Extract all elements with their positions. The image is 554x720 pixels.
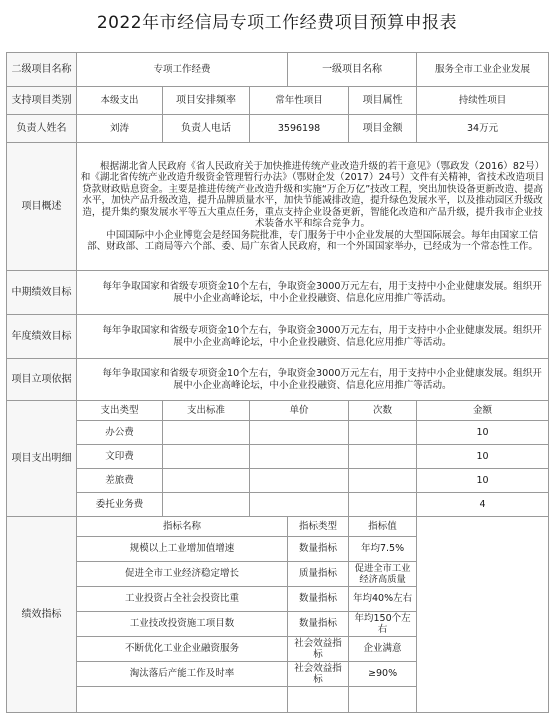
expense-amount: 10 — [417, 421, 549, 445]
performance-value: 年均150个左右 — [349, 612, 417, 637]
expense-amount: 10 — [417, 445, 549, 469]
performance-name: 促进全市工业经济稳定增长 — [77, 562, 288, 587]
performance-header-type: 指标类型 — [288, 517, 349, 537]
budget-table — [6, 52, 549, 713]
expense-standard — [163, 421, 250, 445]
annual-goal-paragraph: 每年争取国家和省级专项资金10个左右，争取资金3000万元左右，用于支持中小企业健康发展。组织开展中小企业高峰论坛，中小企业投融资、信息化应用推广等活动。 — [102, 325, 542, 348]
performance-name: 淘汰落后产能工作及时率 — [77, 662, 288, 687]
expense-header-unit-price: 单价 — [250, 401, 349, 421]
performance-value: 年均7.5% — [349, 537, 417, 562]
performance-type: 数量指标 — [288, 612, 349, 637]
goal-row-basis — [7, 359, 549, 401]
label-owner-phone: 负责人电话 — [163, 115, 250, 143]
performance-name — [77, 687, 288, 713]
value-frequency: 常年性项目 — [250, 87, 349, 115]
label-project-amount: 项目金额 — [349, 115, 417, 143]
performance-type: 数量指标 — [288, 537, 349, 562]
value-project-amount: 34万元 — [417, 115, 549, 143]
performance-value: 促进全市工业经济高质量 — [349, 562, 417, 587]
performance-value — [349, 687, 417, 713]
expense-type: 委托业务费 — [77, 493, 163, 517]
value-secondary-project-name: 专项工作经费 — [77, 53, 288, 87]
performance-type: 质量指标 — [288, 562, 349, 587]
value-project-attribute: 持续性项目 — [417, 87, 549, 115]
midterm-goal-text — [77, 271, 549, 315]
expense-unit-price — [250, 493, 349, 517]
goal-row-midterm — [7, 271, 549, 315]
expense-count — [349, 445, 417, 469]
expense-count — [349, 421, 417, 445]
project-basis-paragraph: 每年争取国家和省级专项资金10个左右，争取资金3000万元左右，用于支持中小企业健康发展。组织开展中小企业高峰论坛，中小企业投融资、信息化应用推广等活动。 — [102, 368, 542, 391]
label-expense-detail: 项目支出明细 — [7, 401, 77, 517]
header-row-3 — [7, 115, 549, 143]
expense-type: 文印费 — [77, 445, 163, 469]
performance-value: 企业满意 — [349, 637, 417, 662]
label-project-basis: 项目立项依据 — [7, 359, 77, 401]
expense-amount: 10 — [417, 469, 549, 493]
expense-row — [7, 445, 549, 469]
overview-text — [77, 143, 549, 271]
overview-row — [7, 143, 549, 271]
performance-type: 社会效益指标 — [288, 662, 349, 687]
label-midterm-goal: 中期绩效目标 — [7, 271, 77, 315]
label-support-category: 支持项目类别 — [7, 87, 77, 115]
expense-header-row — [7, 401, 549, 421]
value-support-category: 本级支出 — [77, 87, 163, 115]
expense-standard — [163, 469, 250, 493]
annual-goal-text — [77, 315, 549, 359]
expense-count — [349, 469, 417, 493]
performance-header-row — [7, 517, 549, 537]
performance-name: 不断优化工业企业融资服务 — [77, 637, 288, 662]
label-performance: 绩效指标 — [7, 517, 77, 713]
value-owner-name: 刘涛 — [77, 115, 163, 143]
performance-name: 工业技改投资施工项目数 — [77, 612, 288, 637]
value-owner-phone: 3596198 — [250, 115, 349, 143]
performance-name: 规模以上工业增加值增速 — [77, 537, 288, 562]
performance-value: ≥90% — [349, 662, 417, 687]
expense-unit-price — [250, 421, 349, 445]
label-overview: 项目概述 — [7, 143, 77, 271]
expense-header-type: 支出类型 — [77, 401, 163, 421]
value-primary-project-name: 服务全市工业企业发展 — [417, 53, 549, 87]
expense-count — [349, 493, 417, 517]
label-owner-name: 负责人姓名 — [7, 115, 77, 143]
overview-paragraph-1: 根据湖北省人民政府《省人民政府关于加快推进传统产业改造升级的若干意见》（鄂政发（2016）82号）和《湖北省传统产业改造升级资金管理暂行办法》（鄂财企发（2017）24号）文件有关精神，省技术改造项目贷款财政贴息资金。主要是推进传统产业改造升级和实施“万企万亿”技改工程，突出加快设备更新改造、提高水平，加快产品升级改造，提升品牌质量水平，加快节能减排改造，提升绿色发展水平，以及推动园区升级改造，提升集约聚发展水平等五大重点任务，重点支持企业设备更新，智能化改造和产品升级，提升我市企业技术装备水平和综合竞争力。 — [80, 160, 545, 229]
expense-header-amount: 金额 — [417, 401, 549, 421]
expense-header-standard: 支出标准 — [163, 401, 250, 421]
project-basis-text — [77, 359, 549, 401]
performance-header-name: 指标名称 — [77, 517, 288, 537]
expense-row — [7, 493, 549, 517]
performance-type: 数量指标 — [288, 587, 349, 612]
performance-value: 年均40%左右 — [349, 587, 417, 612]
label-annual-goal: 年度绩效目标 — [7, 315, 77, 359]
label-secondary-project-name: 二级项目名称 — [7, 53, 77, 87]
performance-type: 社会效益指标 — [288, 637, 349, 662]
expense-header-count: 次数 — [349, 401, 417, 421]
expense-row — [7, 421, 549, 445]
expense-type: 差旅费 — [77, 469, 163, 493]
expense-standard — [163, 493, 250, 517]
expense-unit-price — [250, 445, 349, 469]
expense-amount: 4 — [417, 493, 549, 517]
midterm-goal-paragraph: 每年争取国家和省级专项资金10个左右，争取资金3000万元左右，用于支持中小企业健康发展。组织开展中小企业高峰论坛，中小企业投融资、信息化应用推广等活动。 — [102, 281, 542, 304]
header-row-2 — [7, 87, 549, 115]
expense-row — [7, 469, 549, 493]
label-frequency: 项目安排频率 — [163, 87, 250, 115]
expense-type: 办公费 — [77, 421, 163, 445]
expense-unit-price — [250, 469, 349, 493]
overview-paragraph-2: 中国国际中小企业博览会是经国务院批准，专门服务于中小企业发展的大型国际展会。每年由国家工信部、财政部、工商局等六个部、委、局广东省人民政府，和一个外国国家举办，已经成为一个常态性工作。 — [87, 229, 538, 252]
page-title: 2022年市经信局专项工作经费项目预算申报表 — [96, 13, 458, 33]
performance-name: 工业投资占全社会投资比重 — [77, 587, 288, 612]
header-row-1 — [7, 53, 549, 87]
label-primary-project-name: 一级项目名称 — [288, 53, 417, 87]
expense-standard — [163, 445, 250, 469]
performance-type — [288, 687, 349, 713]
goal-row-annual — [7, 315, 549, 359]
label-project-attribute: 项目属性 — [349, 87, 417, 115]
performance-blank-column — [417, 517, 549, 713]
performance-header-value: 指标值 — [349, 517, 417, 537]
